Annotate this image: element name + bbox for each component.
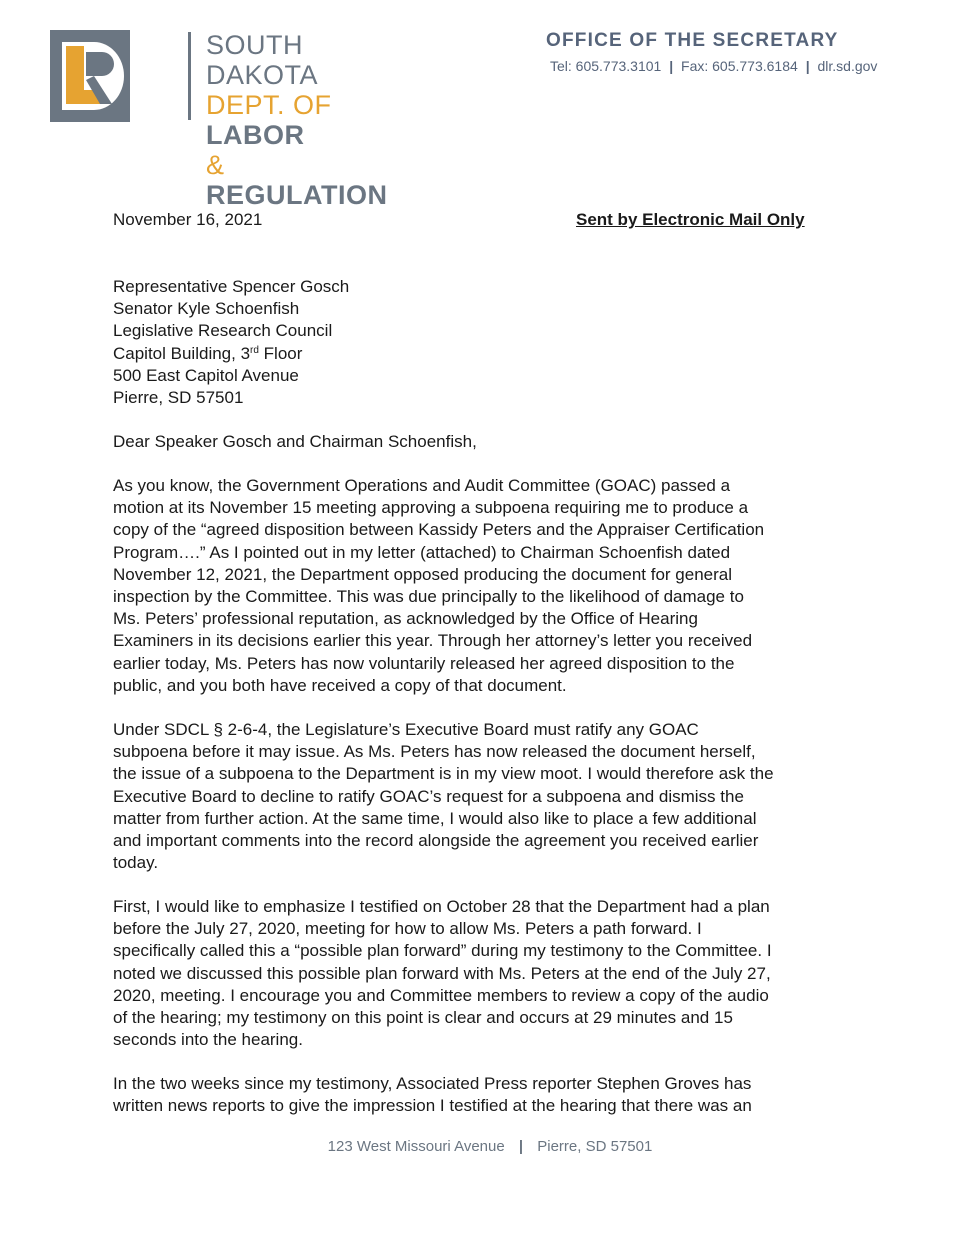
text-line: of the hearing; my testimony on this point is clear and occurs at 29 minutes and 15 bbox=[113, 1008, 733, 1028]
website: dlr.sd.gov bbox=[817, 58, 878, 74]
text-line: earlier today, Ms. Peters has now voluntarily released her agreed disposition to the bbox=[113, 653, 735, 673]
text-line: As you know, the Government Operations and Audit Committee (GOAC) passed a bbox=[113, 476, 731, 495]
footer-city: Pierre, SD 57501 bbox=[537, 1138, 653, 1155]
text-line: public, and you both have received a copy of that document. bbox=[113, 675, 567, 695]
address-line: Pierre, SD 57501 bbox=[113, 388, 244, 408]
text-line: copy of the “agreed disposition between Kassidy Peters and the Appraiser Certification bbox=[113, 520, 765, 540]
text-line: In the two weeks since my testimony, Associated Press reporter Stephen Groves has bbox=[113, 1074, 752, 1093]
text-line: specifically called this a “possible plan forward” during my testimony to the Committee. I bbox=[113, 941, 772, 961]
text-line: seconds into the hearing. bbox=[113, 1030, 303, 1050]
text-line: Ms. Peters’ professional reputation, as acknowledged by the Office of Hearing bbox=[113, 609, 698, 629]
text-line: Executive Board to decline to ratify GOAC’s request for a subpoena and dismiss the bbox=[113, 786, 744, 806]
phone-number: Tel: 605.773.3101 bbox=[550, 58, 662, 74]
text-line: the issue of a subpoena to the Department is in my view moot. I would therefore ask the bbox=[113, 764, 774, 784]
text-line: November 12, 2021, the Department opposed producing the document for general bbox=[113, 564, 733, 584]
delivery-note: Sent by Electronic Mail Only bbox=[576, 210, 805, 229]
logo-regulation: & REGULATION bbox=[206, 150, 388, 210]
address-line: Senator Kyle Schoenfish bbox=[113, 299, 300, 319]
salutation: Dear Speaker Gosch and Chairman Schoenfish, bbox=[113, 432, 477, 451]
address-line: Legislative Research Council bbox=[113, 321, 333, 341]
text-line: Under SDCL § 2-6-4, the Legislature’s Executive Board must ratify any GOAC bbox=[113, 720, 699, 739]
dlr-logo-mark-icon bbox=[50, 30, 130, 122]
logo-wordmark bbox=[206, 30, 388, 210]
agency-logo bbox=[50, 30, 388, 210]
text-line: 2020, meeting. I encourage you and Committee members to review a copy of the audio bbox=[113, 985, 769, 1005]
text-line: matter from further action. At the same time, I would also like to place a few additional bbox=[113, 808, 757, 828]
letter-date: November 16, 2021 bbox=[113, 210, 263, 229]
fax-number: Fax: 605.773.6184 bbox=[681, 58, 798, 74]
text-line: written news reports to give the impression I testified at the hearing that there was an bbox=[113, 1096, 752, 1116]
logo-divider bbox=[188, 32, 191, 120]
text-line: Program….” As I pointed out in my letter (attached) to Chairman Schoenfish dated bbox=[113, 542, 731, 562]
logo-state: SOUTH DAKOTA bbox=[206, 30, 319, 90]
address-line: 500 East Capitol Avenue bbox=[113, 365, 299, 385]
text-line: and important comments into the record alongside the agreement you received earlier bbox=[113, 831, 759, 851]
recipient-address bbox=[113, 276, 349, 409]
footer-address: 123 West Missouri Avenue bbox=[327, 1138, 505, 1155]
page-footer: 123 West Missouri Avenue | Pierre, SD 57501 bbox=[327, 1138, 653, 1155]
text-line: today. bbox=[113, 853, 159, 873]
text-line: noted we discussed this possible plan forward with Ms. Peters at the end of the July 27, bbox=[113, 963, 771, 983]
contact-line: Tel: 605.773.3101 | Fax: 605.773.6184 | dlr.sd.gov bbox=[550, 58, 878, 74]
body-paragraph-2 bbox=[113, 719, 873, 874]
text-line: inspection by the Committee. This was due principally to the likelihood of damage to bbox=[113, 587, 744, 607]
text-line: motion at its November 15 meeting approving a subpoena requiring me to produce a bbox=[113, 498, 749, 518]
logo-dept: DEPT. OF LABOR bbox=[206, 90, 332, 150]
text-line: subpoena before it may issue. As Ms. Peters has now released the document herself, bbox=[113, 742, 756, 762]
body-paragraph-1 bbox=[113, 475, 873, 697]
text-line: before the July 27, 2020, meeting for how to allow Ms. Peters a path forward. I bbox=[113, 919, 702, 939]
text-line: Examiners in its decisions earlier this year. Through her attorney’s letter you received bbox=[113, 631, 753, 651]
office-title: OFFICE OF THE SECRETARY bbox=[546, 30, 839, 51]
text-line: First, I would like to emphasize I testified on October 28 that the Department had a plan bbox=[113, 897, 770, 916]
address-line: Representative Spencer Gosch bbox=[113, 277, 350, 296]
body-paragraph-3 bbox=[113, 896, 873, 1051]
address-line: Capitol Building, 3rd Floor bbox=[113, 343, 303, 363]
body-paragraph-4 bbox=[113, 1073, 873, 1117]
